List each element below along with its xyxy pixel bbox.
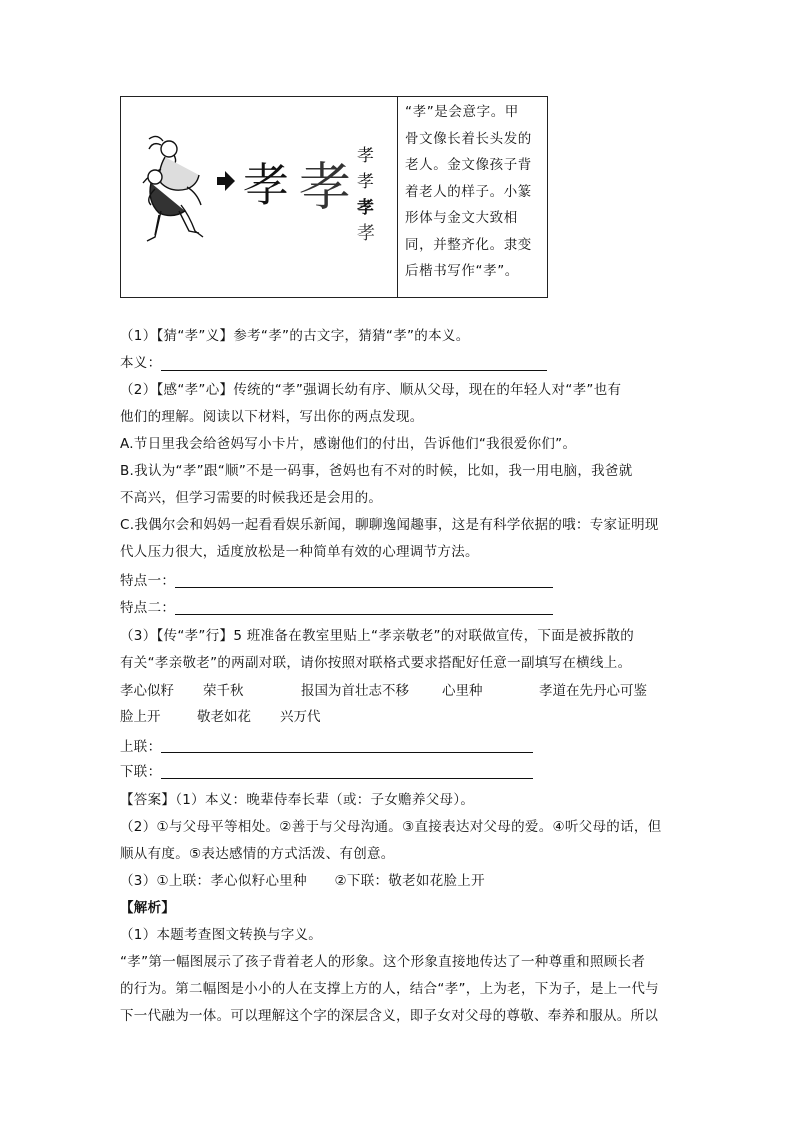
desc-line: 同，并整齐化。隶变	[405, 236, 532, 253]
desc-line: 着老人的样子。小篆	[405, 183, 532, 200]
seal-glyph-4: 孝	[357, 223, 375, 244]
q2-material-c2: 代人压力很大，适度放松是一种简单有效的心理调节方法。	[120, 544, 479, 560]
bronze-script-glyph: 孝	[243, 158, 289, 212]
seal-glyph-1: 孝	[357, 146, 374, 166]
q2-material-b2: 不高兴，但学习需要的时候我还是会用的。	[120, 490, 383, 506]
child-carrying-elder-drawing	[143, 136, 203, 241]
upper-couplet-answer-line[interactable]	[161, 752, 533, 753]
analysis-p2: “孝”第一幅图展示了孩子背着老人的形象。这个形象直接地传达了一种尊重和照顾长者	[120, 954, 646, 970]
couplet-fragment: 心里种	[442, 683, 483, 699]
seal-glyph-3: 孝	[357, 198, 374, 218]
lower-couplet-answer-line[interactable]	[161, 778, 533, 779]
seal-glyph-2: 孝	[357, 172, 374, 192]
analysis-p3: 的行为。第二幅图是小小的人在支撑上方的人，结合“孝”，上为老，下为子，是上一代与	[120, 981, 659, 997]
q2-material-a: A.节日里我会给爸妈写小卡片，感谢他们的付出，告诉他们“我很爱你们”。	[120, 436, 577, 452]
desc-line: 后楷书写作“孝”。	[405, 263, 519, 279]
couplet-fragment: 荣千秋	[203, 683, 244, 699]
couplet-fragment: 敬老如花	[197, 709, 251, 725]
couplet-fragment: 孝心似籽	[120, 683, 174, 699]
feature1-label: 特点一：	[120, 573, 176, 589]
analysis-p1: （1）本题考查图文转换与字义。	[120, 927, 323, 943]
feature2-label: 特点二：	[120, 600, 176, 616]
couplet-fragment: 兴万代	[280, 709, 321, 725]
analysis-title: 【解析】	[120, 900, 176, 916]
figure-description	[405, 99, 545, 285]
figure-divider	[397, 97, 398, 297]
analysis-p4: 下一代融为一体。可以理解这个字的深层含义，即子女对父母的尊敬、奉养和服从。所以	[120, 1008, 659, 1024]
answer-2-line2: 顺从有度。⑤表达感情的方式活泼、有创意。	[120, 846, 395, 862]
q2-material-b1: B.我认为“孝”跟“顺”不是一码事，爸妈也有不对的时候，比如，我一用电脑，我爸就	[120, 463, 633, 479]
desc-line: 老人。金文像孩子背	[405, 157, 532, 173]
answer-3: （3）①上联：孝心似籽心里种 ②下联：敬老如花脸上开	[120, 873, 485, 889]
q3-line2: 有关“孝亲敬老”的两副对联，请你按照对联格式要求搭配好任意一副填写在横线上。	[120, 655, 632, 671]
etymology-illustration	[121, 97, 397, 297]
lower-couplet-label: 下联：	[120, 764, 162, 780]
answer-1: 【答案】（1）本义：晚辈侍奉长辈（或：子女赡养父母）。	[120, 792, 475, 808]
feature1-answer-line[interactable]	[175, 587, 553, 588]
couplet-fragment: 报国为首壮志不移	[301, 683, 409, 699]
q2-material-c1: C.我偶尔会和妈妈一起看看娱乐新闻，聊聊逸闻趣事，这是有科学依据的哦：专家证明现	[120, 517, 659, 533]
big-character-glyph: 孝	[299, 158, 352, 218]
q1-answer-line[interactable]	[161, 370, 547, 371]
etymology-figure	[120, 96, 548, 298]
upper-couplet-label: 上联：	[120, 739, 162, 755]
arrow-right-icon	[217, 171, 235, 191]
couplet-fragment: 脸上开	[120, 709, 161, 725]
desc-line: 形体与金文大致相	[405, 210, 518, 226]
q2-prompt-line2: 他们的理解。阅读以下材料，写出你的两点发现。	[120, 409, 424, 425]
q1-label: 本义：	[120, 355, 162, 371]
q3-line1: （3）【传“孝”行】5 班准备在教室里贴上“孝亲敬老”的对联做宣传，下面是被拆散的	[120, 628, 634, 644]
desc-line: 骨文像长着长头发的	[405, 130, 532, 147]
desc-line: “孝”是会意字。甲	[405, 104, 519, 120]
couplet-fragment: 孝道在先丹心可鉴	[539, 683, 647, 699]
q1-prompt: （1）【猜“孝”义】参考“孝”的古文字，猜猜“孝”的本义。	[120, 328, 470, 344]
feature2-answer-line[interactable]	[175, 614, 553, 615]
q2-prompt-line1: （2）【感“孝”心】传统的“孝”强调长幼有序、顺从父母，现在的年轻人对“孝”也有	[120, 382, 622, 398]
answer-2-line1: （2）①与父母平等相处。②善于与父母沟通。③直接表达对父母的爱。④听父母的话，但	[120, 819, 662, 835]
